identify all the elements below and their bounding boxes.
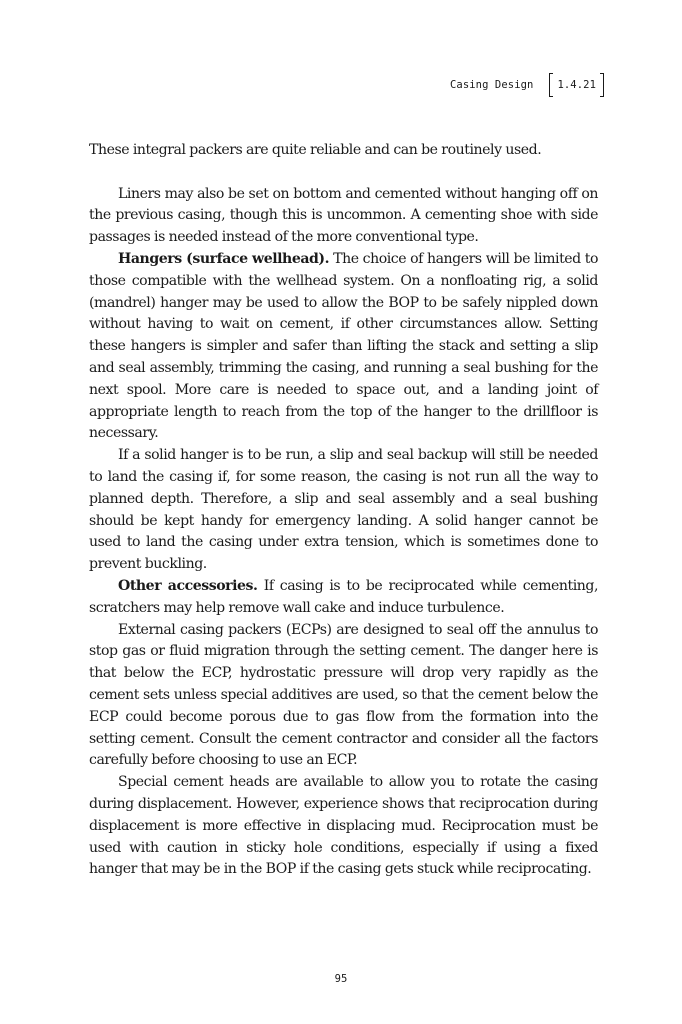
paragraph-text: The choice of hangers will be limited to those compatible with the wellhead system. On a nonfloating rig, a solid (mandrel) hanger may be used to allow the BOP to be safely nippled down without having to wait on cement, if other circumstances allow. Setting these hangers is simpler and safer than lifting the stack and setting a slip and seal assembly, trimming the casing, and running a seal bushing for the next spool. More care is needed to space out, and a landing joint of appropriate length to reach from the top of the hanger to the drillfloor is necessary. [89,250,599,442]
paragraph-integral-packers [89,140,598,162]
page-number: 95 [334,973,348,985]
paragraph-liners [89,184,598,249]
running-head [0,72,604,98]
paragraph-text: If casing is to be reciprocated while cementing, scratchers may help remove wall cake and induce turbulence. [89,577,598,616]
paragraph-text: Special cement heads are available to allow you to rotate the casing during displacement. However, experience shows that reciprocation during displacement is more effective in displacing mud. Reciprocation must be used with caution in sticky hole conditions, especially if using a fixed hanger that may be in the BOP if the casing gets stuck while reciprocating. [89,774,598,878]
paragraph-text: External casing packers (ECPs) are designed to seal off the annulus to stop gas or fluid migration through the setting cement. The danger here is that below the ECP, hydrostatic pressure will drop very rapidly as the cement sets unless special additives are used, so that the cement below the ECP could become porous due to gas flow from the formation into the setting cement. Consult the cement contractor and consider all the factors carefully before choosing to use an ECP. [89,621,598,769]
paragraph-solid-hanger [89,445,598,576]
paragraph-text: Liners may also be set on bottom and cemented without hanging off on the previous casing, though this is uncommon. A cementing shoe with side passages is needed instead of the more conventional type. [89,185,598,246]
runin-heading-other-accessories: Other accessories. [118,577,258,594]
paragraph-ecps [89,620,598,773]
paragraph-cement-heads [89,772,598,881]
body-text [89,140,598,881]
section-number: 1.4.21 [549,73,604,97]
runin-heading-hangers: Hangers (surface wellhead). [118,250,330,267]
paragraph-text: If a solid hanger is to be run, a slip and seal backup will still be needed to land the casing if, for some reason, the casing is not run all the way to planned depth. Therefore, a slip and seal assembly and a seal bushing should be kept handy for emergency landing. A solid hanger cannot be used to land the casing under extra tension, which is sometimes done to prevent buckling. [89,447,598,573]
paragraph-text: These integral packers are quite reliable and can be routinely used. [89,142,542,158]
paragraph-other-accessories [89,576,598,620]
paragraph-hangers [89,249,598,445]
running-title: Casing Design [449,79,534,91]
